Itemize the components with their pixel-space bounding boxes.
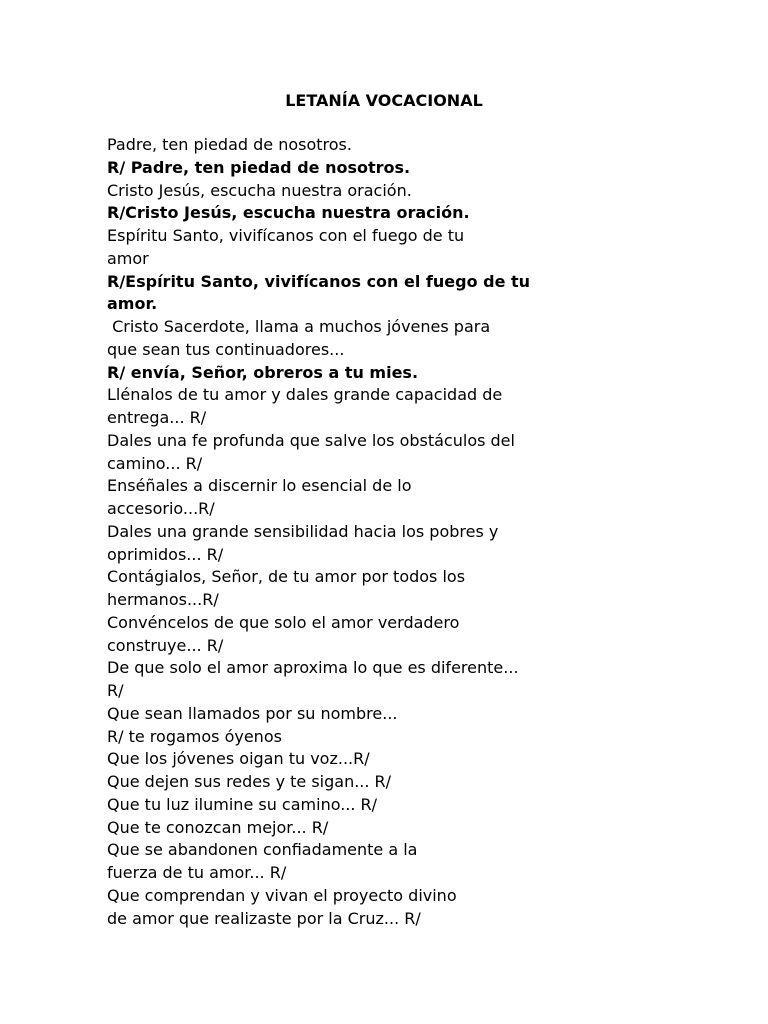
litany-line: Que tu luz ilumine su camino... R/ bbox=[107, 794, 378, 814]
litany-line: accesorio...R/ bbox=[107, 499, 215, 518]
litany-line: Que comprendan y vivan el proyecto divino bbox=[107, 885, 457, 905]
litany-line: Dales una fe profunda que salve los obstáculos del bbox=[107, 430, 515, 450]
litany-line: entrega... R/ bbox=[107, 408, 207, 427]
litany-line: Dales una grande sensibilidad hacia los pobres y bbox=[107, 521, 499, 541]
litany-line: Que dejen sus redes y te sigan... R/ bbox=[107, 772, 392, 791]
litany-line: Que se abandonen confiadamente a la bbox=[107, 840, 418, 860]
litany-line: R/ bbox=[107, 681, 124, 700]
litany-line: camino... R/ bbox=[107, 453, 203, 473]
litany-line: hermanos...R/ bbox=[107, 590, 219, 609]
litany-line: Que sean llamados por su nombre... bbox=[107, 703, 398, 723]
response-line: R/Espíritu Santo, vivifícanos con el fuego de tu bbox=[107, 271, 531, 291]
litany-line: oprimidos... R/ bbox=[107, 544, 224, 564]
litany-line: Que te conozcan mejor... R/ bbox=[107, 817, 329, 837]
response-line: R/ envía, Señor, obreros a tu mies. bbox=[107, 362, 419, 382]
litany-line: Enséñales a discernir lo esencial de lo bbox=[107, 476, 412, 496]
litany-line: Espíritu Santo, vivifícanos con el fuego de tu bbox=[107, 226, 465, 245]
document-title: LETANÍA VOCACIONAL bbox=[285, 91, 483, 110]
litany-line: Llénalos de tu amor y dales grande capacidad de bbox=[107, 385, 503, 405]
response-line: R/Cristo Jesús, escucha nuestra oración. bbox=[107, 203, 470, 223]
litany-line: Cristo Sacerdote, llama a muchos jóvenes para bbox=[107, 317, 491, 336]
litany-line: Padre, ten piedad de nosotros. bbox=[107, 135, 352, 154]
litany-line: que sean tus continuadores... bbox=[107, 339, 345, 359]
litany-line: de amor que realizaste por la Cruz... R/ bbox=[107, 908, 421, 928]
litany-line: Convéncelos de que solo el amor verdadero bbox=[107, 612, 460, 632]
litany-line: fuerza de tu amor... R/ bbox=[107, 863, 287, 882]
litany-text-body bbox=[107, 134, 607, 930]
litany-line: R/ te rogamos óyenos bbox=[107, 726, 282, 746]
response-line: amor. bbox=[107, 294, 158, 314]
litany-line: Contágialos, Señor, de tu amor por todos los bbox=[107, 567, 466, 587]
litany-line: construye... R/ bbox=[107, 635, 224, 655]
response-line: R/ Padre, ten piedad de nosotros. bbox=[107, 157, 411, 177]
litany-line: Que los jóvenes oigan tu voz...R/ bbox=[107, 749, 370, 769]
litany-line: amor bbox=[107, 248, 149, 268]
litany-line: De que solo el amor aproxima lo que es diferente... bbox=[107, 658, 519, 678]
litany-line: Cristo Jesús, escucha nuestra oración. bbox=[107, 180, 412, 200]
